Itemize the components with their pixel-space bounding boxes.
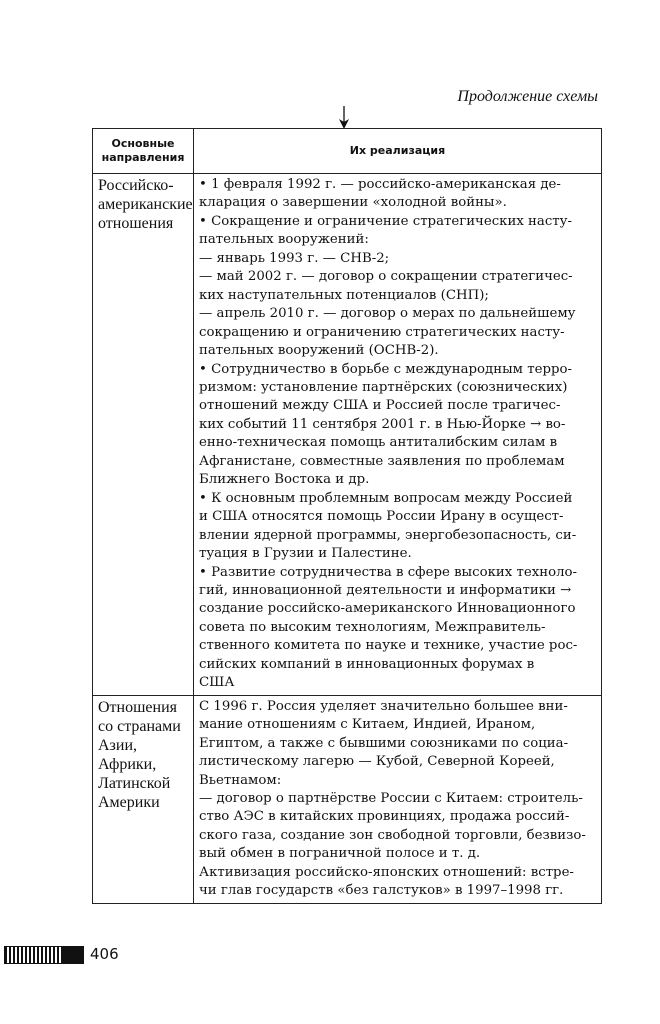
text-line: вый обмен в пограничной полосе и т. д. xyxy=(199,846,481,862)
text-line: США xyxy=(199,675,235,691)
implementation-cell xyxy=(194,174,602,696)
text-line: Афганистане, совместные заявления по проблемам xyxy=(199,453,565,469)
text-line: — май 2002 г. — договор о сокращении стратегичес- xyxy=(199,269,573,285)
text-line: кларация о завершении «холодной войны». xyxy=(199,195,507,211)
text-line: совета по высоким технологиям, Межправитель- xyxy=(199,619,546,635)
scheme-continuation-caption: Продолжение схемы xyxy=(457,88,598,105)
text-line: С 1996 г. Россия уделяет значительно большее вни- xyxy=(199,698,568,714)
page-number: 406 xyxy=(90,945,119,963)
text-line: пательных вооружений: xyxy=(199,232,369,248)
table-header-row xyxy=(93,129,602,174)
text-line: • Сокращение и ограничение стратегических насту- xyxy=(199,213,572,229)
text-line: отношений между США и Россией после трагичес- xyxy=(199,398,561,414)
header-implementation: Их реализация xyxy=(194,129,602,174)
text-line: ких событий 11 сентября 2001 г. в Нью-Йорке → во- xyxy=(199,416,566,432)
text-line: Активизация российско-японских отношений: встре- xyxy=(199,864,574,880)
text-line: • 1 февраля 1992 г. — российско-американская де- xyxy=(199,177,561,192)
direction-cell: Отношения со странами Азии, Африки, Латинской Америки xyxy=(93,695,194,903)
text-line: — апрель 2010 г. — договор о мерах по дальнейшему xyxy=(199,306,576,322)
table-row xyxy=(93,174,602,696)
text-line: ство АЭС в китайских провинциях, продажа россий- xyxy=(199,809,570,825)
text-line: влении ядерной программы, энергобезопасность, си- xyxy=(199,527,577,543)
page-barcode-decoration xyxy=(4,946,84,964)
text-line: создание российско-американского Инновационного xyxy=(199,601,576,617)
text-line: пательных вооружений (ОСНВ-2). xyxy=(199,343,439,359)
implementation-cell xyxy=(194,695,602,903)
down-arrow-icon xyxy=(337,106,351,130)
text-line: Вьетнамом: xyxy=(199,772,282,788)
text-line: сокращению и ограничению стратегических насту- xyxy=(199,324,565,340)
text-line: туация в Грузии и Палестине. xyxy=(199,546,412,562)
text-line: сийских компаний в инновационных форумах в xyxy=(199,656,535,672)
text-line: чи глав государств «без галстуков» в 1997–1998 гг. xyxy=(199,883,564,899)
text-line: Египтом, а также с бывшими союзниками по социа- xyxy=(199,735,569,751)
header-directions: Основные направления xyxy=(93,129,194,174)
text-line: и США относятся помощь России Ирану в осущест- xyxy=(199,509,564,525)
direction-cell: Российско-американские отношения xyxy=(93,174,194,696)
text-line: енно-техническая помощь антиталибским силам в xyxy=(199,435,558,451)
text-line: • Развитие сотрудничества в сфере высоких техноло- xyxy=(199,564,578,580)
text-line: • К основным проблемным вопросам между Россией xyxy=(199,490,573,506)
text-line: ского газа, создание зон свободной торговли, безвизо- xyxy=(199,827,586,843)
text-line: • Сотрудничество в борьбе с международным терро- xyxy=(199,361,572,377)
text-line: ризмом: установление партнёрских (союзнических) xyxy=(199,379,568,395)
text-line: Ближнего Востока и др. xyxy=(199,472,370,488)
table-row xyxy=(93,695,602,903)
text-line: листическому лагерю — Кубой, Северной Кореей, xyxy=(199,754,555,770)
text-line: ких наступательных потенциалов (СНП); xyxy=(199,287,489,303)
text-line: — договор о партнёрстве России с Китаем: строитель- xyxy=(199,790,583,806)
text-line: мание отношениям с Китаем, Индией, Ираном, xyxy=(199,717,536,733)
text-line: — январь 1993 г. — СНВ-2; xyxy=(199,250,390,266)
text-line: ственного комитета по науке и технике, участие рос- xyxy=(199,638,578,654)
text-line: гий, инновационной деятельности и информатики → xyxy=(199,582,572,598)
scheme-table xyxy=(92,128,602,904)
